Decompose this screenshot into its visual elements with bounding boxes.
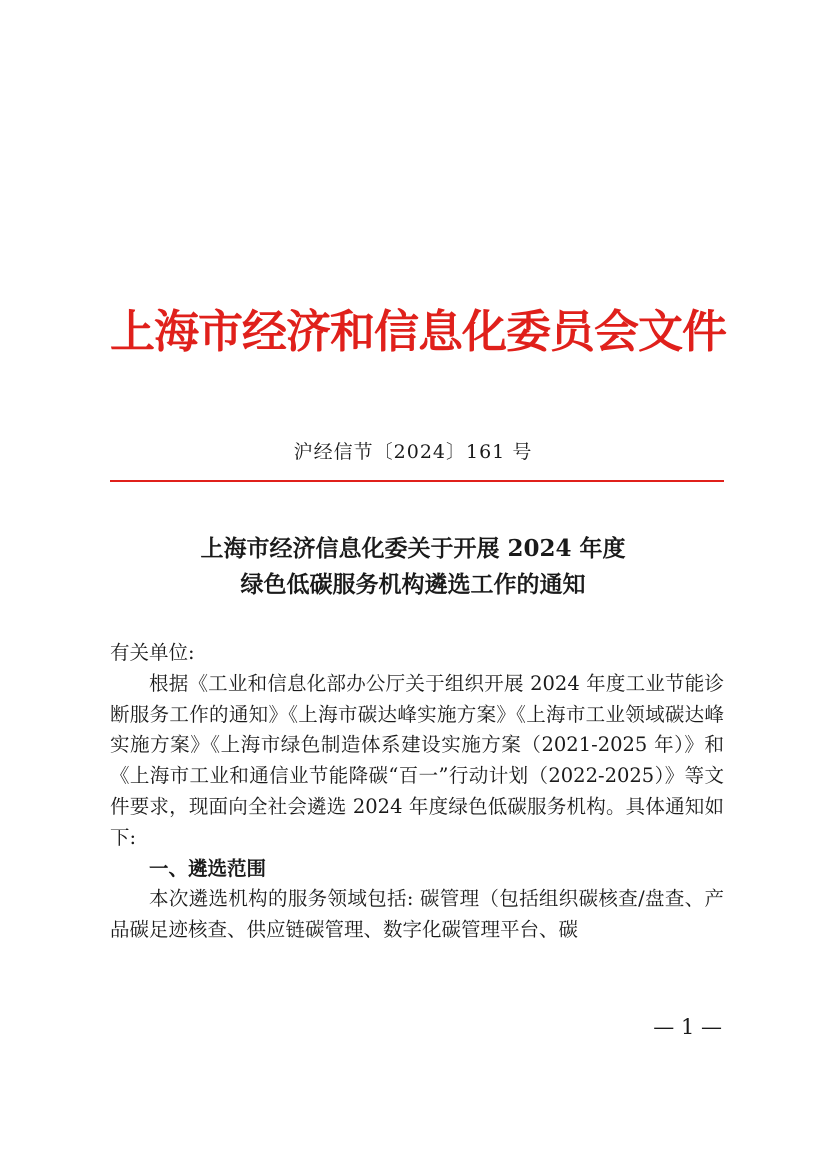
document-number: 沪经信节〔2024〕161 号 [293,441,533,463]
document-body [110,638,724,946]
section-heading-1: 一、遴选范围 [149,856,267,880]
salutation: 有关单位: [110,641,195,664]
red-divider-line [110,480,724,482]
page-number: — 1 — [653,1015,722,1039]
body-paragraph-1: 根据《工业和信息化部办公厅关于组织开展 2024 年度工业节能诊断服务工作的通知》《上海市碳达峰实施方案》《上海市工业领域碳达峰实施方案》《上海市绿色制造体系建设实施方案（2021-2025 年）》和《上海市工业和通信业节能降碳“百一”行动计划（2022-2025）》等文件要求，现面向全社会遴选 2024 年度绿色低碳服务机构。具体通知如下: [110,671,724,849]
document-title [110,531,716,603]
body-paragraph-2: 本次遴选机构的服务领域包括: 碳管理（包括组织碳核查/盘查、产品碳足迹核查、供应链碳管理、数字化碳管理平台、碳 [110,887,724,942]
title-line-2: 绿色低碳服务机构遴选工作的通知 [240,571,586,598]
title-line-1: 上海市经济信息化委关于开展 2024 年度 [200,535,626,562]
issuer-masthead: 上海市经济和信息化委员会文件 [110,305,727,358]
